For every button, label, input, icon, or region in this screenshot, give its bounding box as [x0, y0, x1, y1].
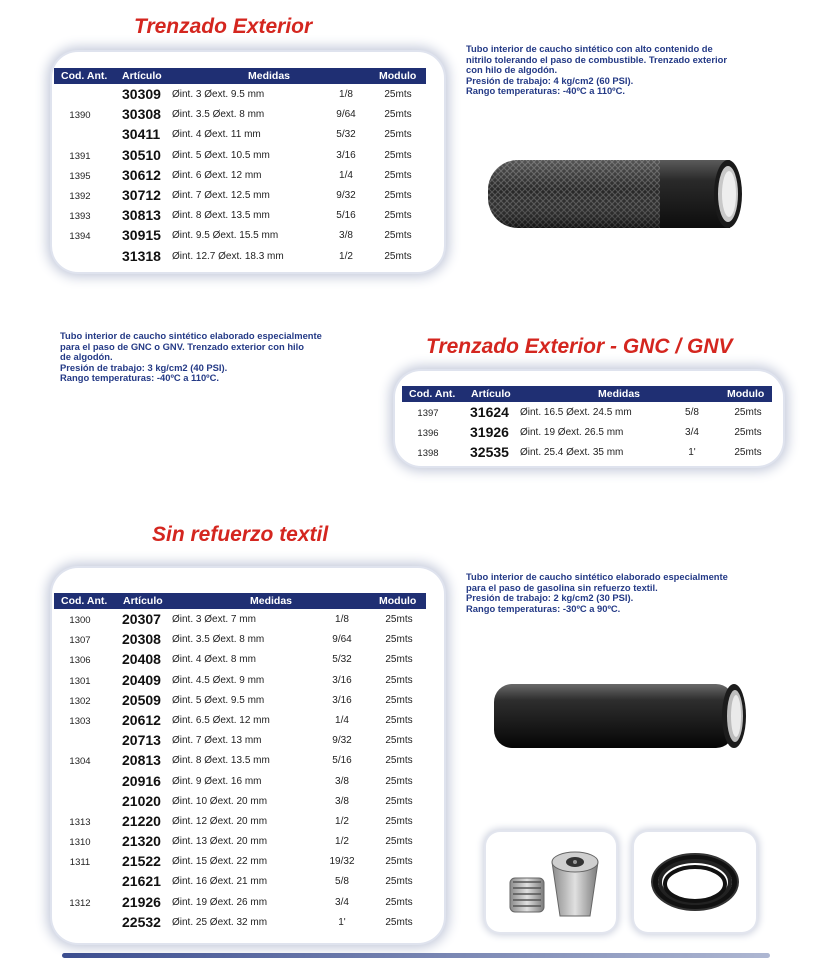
articulo-cell: 30813	[122, 207, 161, 224]
header-medidas: Medidas	[250, 595, 293, 607]
modulo-cell: 25mts	[385, 856, 413, 868]
table-row	[54, 912, 426, 932]
medidas-cell: Øint. 3.5 Øext. 8 mm	[172, 634, 265, 646]
table-header	[54, 68, 426, 84]
description-line: Tubo interior de caucho sintético elaborado especialmente	[60, 330, 322, 341]
description-line: para el paso de gasolina sin refuerzo textil.	[466, 581, 658, 593]
cod-cell: 1397	[417, 408, 439, 419]
cod-cell: 1393	[69, 211, 91, 223]
medidas-cell: Øint. 16.5 Øext. 24.5 mm	[520, 407, 632, 418]
articulo-cell: 20612	[122, 711, 161, 728]
header-articulo: Artículo	[471, 388, 511, 400]
fraction-cell: 1/8	[335, 614, 349, 625]
articulo-cell: 30309	[122, 86, 161, 102]
articulo-cell: 20916	[122, 772, 161, 789]
medidas-cell: Øint. 7 Øext. 13 mm	[172, 735, 262, 747]
description-line: para el paso de GNC o GNV. Trenzado exterior con hilo	[60, 340, 304, 352]
modulo-cell: 25mts	[385, 674, 413, 686]
cod-cell: 1395	[69, 170, 91, 182]
articulo-cell: 31624	[470, 404, 509, 420]
table-row	[54, 791, 426, 811]
fraction-cell: 3/8	[335, 795, 349, 807]
table-row	[54, 84, 426, 104]
medidas-cell: Øint. 3 Øext. 9.5 mm	[172, 89, 265, 100]
fraction-cell: 5/8	[335, 876, 349, 888]
medidas-cell: Øint. 12 Øext. 20 mm	[172, 815, 268, 827]
table-row	[54, 609, 426, 629]
table-row	[54, 831, 426, 851]
table-row	[54, 165, 426, 185]
medidas-cell: Øint. 9 Øext. 16 mm	[172, 775, 262, 787]
cod-cell: 1396	[417, 428, 439, 440]
articulo-cell: 20509	[122, 691, 161, 708]
fraction-cell: 9/32	[332, 735, 352, 747]
table-row	[54, 670, 426, 690]
cod-cell: 1311	[69, 857, 91, 869]
hose-coil-image	[634, 832, 756, 932]
modulo-cell: 25mts	[385, 714, 413, 726]
bottom-divider	[62, 953, 770, 958]
fraction-cell: 9/32	[336, 189, 356, 201]
table-row	[54, 124, 426, 144]
fraction-cell: 1'	[688, 447, 696, 459]
fraction-cell: 1'	[338, 916, 346, 928]
table-row	[54, 710, 426, 730]
medidas-cell: Øint. 25 Øext. 32 mm	[172, 916, 268, 928]
fraction-cell: 1/2	[339, 250, 353, 262]
table-row	[54, 145, 426, 165]
articulo-cell: 20409	[122, 671, 161, 688]
table-row	[402, 402, 772, 422]
articulo-cell: 20713	[122, 732, 161, 749]
section3-title: Sin refuerzo textil	[152, 523, 329, 546]
articulo-cell: 32535	[470, 444, 509, 461]
medidas-cell: Øint. 5 Øext. 9.5 mm	[172, 694, 265, 706]
table-row	[54, 246, 426, 266]
articulo-cell: 21522	[122, 853, 161, 870]
description-line: Rango temperaturas: -30ºC a 90ºC.	[466, 602, 621, 614]
cod-cell: 1390	[69, 110, 91, 122]
fraction-cell: 1/8	[339, 89, 353, 100]
articulo-cell: 20813	[122, 752, 161, 769]
articulo-cell: 21926	[122, 893, 161, 910]
medidas-cell: Øint. 15 Øext. 22 mm	[172, 856, 268, 868]
modulo-cell: 25mts	[384, 189, 412, 201]
modulo-cell: 25mts	[384, 230, 412, 242]
fraction-cell: 1/4	[335, 714, 349, 726]
cod-cell: 1310	[69, 837, 91, 849]
medidas-cell: Øint. 6 Øext. 12 mm	[172, 169, 262, 181]
modulo-cell: 25mts	[384, 109, 412, 121]
section2-description	[60, 331, 390, 384]
articulo-cell: 21220	[122, 812, 161, 829]
description-line: Tubo interior de caucho sintético con alto contenido de	[466, 43, 713, 54]
description-line: Presión de trabajo: 4 kg/cm2 (60 PSI).	[466, 74, 634, 86]
medidas-cell: Øint. 25.4 Øext. 35 mm	[520, 447, 624, 459]
medidas-cell: Øint. 3 Øext. 7 mm	[172, 614, 256, 625]
header-articulo: Artículo	[122, 70, 162, 82]
table-row	[54, 104, 426, 124]
description-line: con hilo de algodón.	[466, 64, 558, 76]
coil-image-box	[634, 832, 756, 932]
fraction-cell: 3/4	[335, 896, 349, 908]
fraction-cell: 1/2	[335, 836, 349, 848]
cod-cell: 1313	[69, 816, 91, 828]
cod-cell: 1307	[69, 635, 91, 647]
medidas-cell: Øint. 5 Øext. 10.5 mm	[172, 149, 270, 161]
modulo-cell: 25mts	[385, 916, 413, 928]
cod-cell: 1302	[69, 695, 91, 707]
table-row	[54, 771, 426, 791]
modulo-cell: 25mts	[384, 250, 412, 262]
articulo-cell: 22532	[122, 913, 161, 930]
section3-table	[54, 593, 426, 932]
table-row	[402, 422, 772, 442]
table-row	[54, 750, 426, 770]
cod-cell: 1303	[69, 715, 91, 727]
header-modulo: Modulo	[727, 388, 765, 400]
modulo-cell: 25mts	[385, 735, 413, 747]
medidas-cell: Øint. 13 Øext. 20 mm	[172, 836, 268, 848]
fraction-cell: 5/32	[332, 654, 352, 666]
cod-cell: 1398	[417, 448, 439, 460]
cod-cell: 1300	[69, 615, 91, 626]
articulo-cell: 31318	[122, 247, 161, 264]
header-cod: Cod. Ant.	[409, 388, 456, 400]
modulo-cell: 25mts	[385, 896, 413, 908]
modulo-cell: 25mts	[734, 407, 762, 418]
fraction-cell: 3/16	[332, 694, 352, 706]
fraction-cell: 3/4	[685, 427, 699, 439]
medidas-cell: Øint. 3.5 Øext. 8 mm	[172, 109, 265, 121]
table-body	[402, 402, 772, 463]
table-row	[54, 205, 426, 225]
fraction-cell: 5/8	[685, 407, 699, 418]
medidas-cell: Øint. 19 Øext. 26.5 mm	[520, 427, 624, 439]
modulo-cell: 25mts	[385, 876, 413, 888]
articulo-cell: 20408	[122, 651, 161, 668]
hose-fitting-image	[486, 832, 616, 932]
modulo-cell: 25mts	[385, 654, 413, 666]
table-row	[402, 442, 772, 462]
modulo-cell: 25mts	[385, 634, 413, 646]
modulo-cell: 25mts	[385, 614, 413, 625]
fraction-cell: 5/16	[336, 210, 356, 222]
section1-description	[466, 44, 786, 97]
cod-cell: 1301	[69, 675, 91, 687]
medidas-cell: Øint. 8 Øext. 13.5 mm	[172, 210, 270, 222]
modulo-cell: 25mts	[385, 694, 413, 706]
medidas-cell: Øint. 4.5 Øext. 9 mm	[172, 674, 265, 686]
cod-cell: 1392	[69, 190, 91, 202]
table-row	[54, 649, 426, 669]
fraction-cell: 3/16	[332, 674, 352, 686]
section2-table	[402, 386, 772, 463]
table-body	[54, 84, 426, 266]
medidas-cell: Øint. 4 Øext. 11 mm	[172, 129, 261, 141]
header-medidas: Medidas	[598, 388, 641, 400]
modulo-cell: 25mts	[384, 89, 412, 100]
table-row	[54, 892, 426, 912]
table-row	[54, 690, 426, 710]
cod-cell: 1394	[69, 231, 91, 243]
medidas-cell: Øint. 16 Øext. 21 mm	[172, 876, 268, 888]
modulo-cell: 25mts	[385, 755, 413, 767]
modulo-cell: 25mts	[384, 210, 412, 222]
description-line: Presión de trabajo: 3 kg/cm2 (40 PSI).	[60, 361, 228, 373]
articulo-cell: 30712	[122, 186, 161, 203]
description-line: Presión de trabajo: 2 kg/cm2 (30 PSI).	[466, 592, 634, 604]
description-line: de algodón.	[60, 351, 113, 363]
modulo-cell: 25mts	[385, 815, 413, 827]
medidas-cell: Øint. 6.5 Øext. 12 mm	[172, 714, 270, 726]
medidas-cell: Øint. 4 Øext. 8 mm	[172, 654, 256, 666]
section1-title: Trenzado Exterior	[134, 15, 313, 38]
medidas-cell: Øint. 7 Øext. 12.5 mm	[172, 189, 270, 201]
fitting-image-box	[486, 832, 616, 932]
description-line: Rango temperaturas: -40ºC a 110ºC.	[466, 85, 625, 97]
articulo-cell: 21621	[122, 873, 161, 890]
medidas-cell: Øint. 10 Øext. 20 mm	[172, 795, 268, 807]
articulo-cell: 30612	[122, 166, 161, 183]
fraction-cell: 19/32	[329, 856, 355, 868]
fraction-cell: 3/16	[336, 149, 356, 161]
medidas-cell: Øint. 9.5 Øext. 15.5 mm	[172, 230, 279, 242]
articulo-cell: 30510	[122, 146, 161, 163]
description-line: Rango temperaturas: -40ºC a 110ºC.	[60, 372, 219, 384]
header-modulo: Modulo	[379, 70, 417, 82]
section2-title: Trenzado Exterior - GNC / GNV	[426, 335, 733, 358]
fraction-cell: 3/8	[335, 775, 349, 787]
articulo-cell: 21020	[122, 792, 161, 809]
table-body	[54, 609, 426, 932]
modulo-cell: 25mts	[384, 149, 412, 161]
articulo-cell: 30308	[122, 106, 161, 123]
table-row	[54, 185, 426, 205]
table-row	[54, 871, 426, 891]
table-row	[54, 629, 426, 649]
fraction-cell: 5/16	[332, 755, 352, 767]
fraction-cell: 3/8	[339, 230, 353, 242]
header-articulo: Artículo	[123, 595, 163, 607]
section3-description	[466, 572, 796, 614]
articulo-cell: 30411	[122, 126, 161, 143]
table-header	[54, 593, 426, 609]
fraction-cell: 9/64	[336, 109, 356, 121]
modulo-cell: 25mts	[385, 775, 413, 787]
medidas-cell: Øint. 12.7 Øext. 18.3 mm	[172, 250, 284, 262]
modulo-cell: 25mts	[734, 427, 762, 439]
braided-hose-image	[480, 150, 750, 240]
articulo-cell: 30915	[122, 227, 161, 244]
table-row	[54, 851, 426, 871]
articulo-cell: 31926	[470, 424, 509, 441]
description-line: Tubo interior de caucho sintético elaborado especialmente	[466, 571, 728, 582]
fraction-cell: 5/32	[336, 129, 356, 141]
modulo-cell: 25mts	[385, 795, 413, 807]
modulo-cell: 25mts	[734, 447, 762, 459]
modulo-cell: 25mts	[384, 129, 412, 141]
section1-table	[54, 68, 426, 266]
header-medidas: Medidas	[248, 70, 291, 82]
cod-cell: 1304	[69, 756, 91, 768]
cod-cell: 1306	[69, 655, 91, 667]
fraction-cell: 1/2	[335, 815, 349, 827]
description-line: nitrilo tolerando el paso de combustible. Trenzado exterior	[466, 53, 727, 65]
header-cod: Cod. Ant.	[61, 70, 108, 82]
table-row	[54, 730, 426, 750]
articulo-cell: 20307	[122, 611, 161, 627]
smooth-hose-image	[488, 676, 753, 756]
articulo-cell: 21320	[122, 833, 161, 850]
medidas-cell: Øint. 8 Øext. 13.5 mm	[172, 755, 270, 767]
fraction-cell: 9/64	[332, 634, 352, 646]
table-header	[402, 386, 772, 402]
header-cod: Cod. Ant.	[61, 595, 108, 607]
modulo-cell: 25mts	[385, 836, 413, 848]
cod-cell: 1312	[69, 897, 91, 909]
cod-cell: 1391	[69, 150, 91, 162]
header-modulo: Modulo	[379, 595, 417, 607]
table-row	[54, 225, 426, 245]
articulo-cell: 20308	[122, 631, 161, 648]
table-row	[54, 811, 426, 831]
modulo-cell: 25mts	[384, 169, 412, 181]
fraction-cell: 1/4	[339, 169, 353, 181]
medidas-cell: Øint. 19 Øext. 26 mm	[172, 896, 268, 908]
